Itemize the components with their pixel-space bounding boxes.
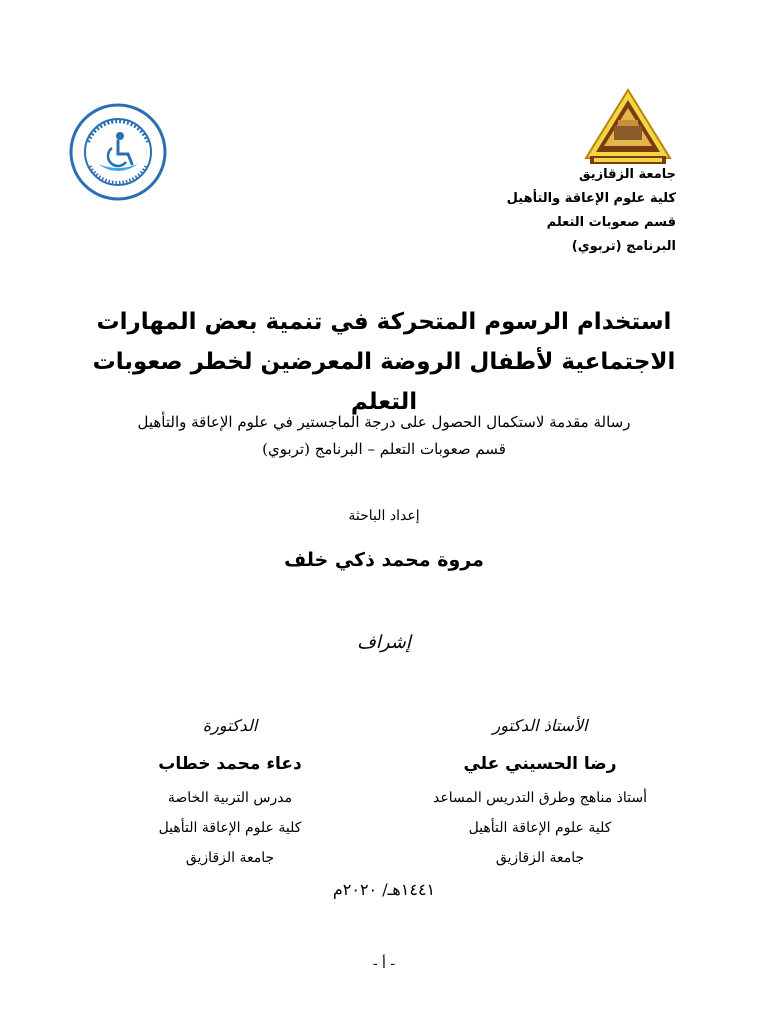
faculty-seal-logo	[68, 102, 168, 202]
department-name: قسم صعوبات التعلم	[546, 215, 676, 230]
university-logo	[580, 88, 676, 168]
date: ١٤٤١هـ/ ٢٠٢٠م	[332, 880, 436, 899]
supervisor-1-position: أستاذ مناهج وطرق التدريس المساعد	[433, 790, 647, 806]
supervisor-2-rank: الدكتورة	[202, 716, 258, 735]
title-line-2: الاجتماعية لأطفال الروضة المعرضين لخطر صعوبات التعلم	[92, 349, 676, 415]
subtitle-line-2: قسم صعوبات التعلم – البرنامج (تربوي)	[262, 440, 506, 458]
supervisor-1	[390, 716, 690, 880]
university-logo-icon	[580, 88, 676, 168]
university-name: جامعة الزقازيق	[579, 167, 676, 182]
supervisor-2	[80, 716, 380, 880]
supervision-label: إشراف	[357, 632, 411, 653]
faculty-name: كلية علوم الإعاقة والتأهيل	[506, 191, 676, 206]
supervisor-1-faculty: كلية علوم الإعاقة التأهيل	[468, 820, 612, 836]
subtitle-line-1: رسالة مقدمة لاستكمال الحصول على درجة الماجستير في علوم الإعاقة والتأهيل	[137, 413, 631, 431]
title-line-1: استخدام الرسوم المتحركة في تنمية بعض المهارات	[96, 309, 672, 335]
supervisor-1-rank: الأستاذ الدكتور	[492, 716, 588, 735]
supervisor-2-faculty: كلية علوم الإعاقة التأهيل	[158, 820, 302, 836]
supervisor-2-name: دعاء محمد خطاب	[158, 754, 302, 774]
author-name: مروة محمد ذكي خلف	[284, 549, 484, 571]
page-number: - أ -	[372, 956, 396, 972]
supervisor-1-university: جامعة الزقازيق	[495, 850, 585, 866]
faculty-seal-icon	[68, 102, 168, 202]
institution-header	[507, 163, 676, 259]
supervisor-2-position: مدرس التربية الخاصة	[167, 790, 293, 806]
thesis-subtitle	[60, 409, 708, 463]
supervisor-1-name: رضا الحسيني علي	[463, 754, 617, 774]
program-name: البرنامج (تربوي)	[571, 239, 676, 254]
prepared-by-label: إعداد الباحثة	[348, 508, 420, 524]
thesis-title	[60, 302, 708, 422]
supervisor-2-university: جامعة الزقازيق	[185, 850, 275, 866]
